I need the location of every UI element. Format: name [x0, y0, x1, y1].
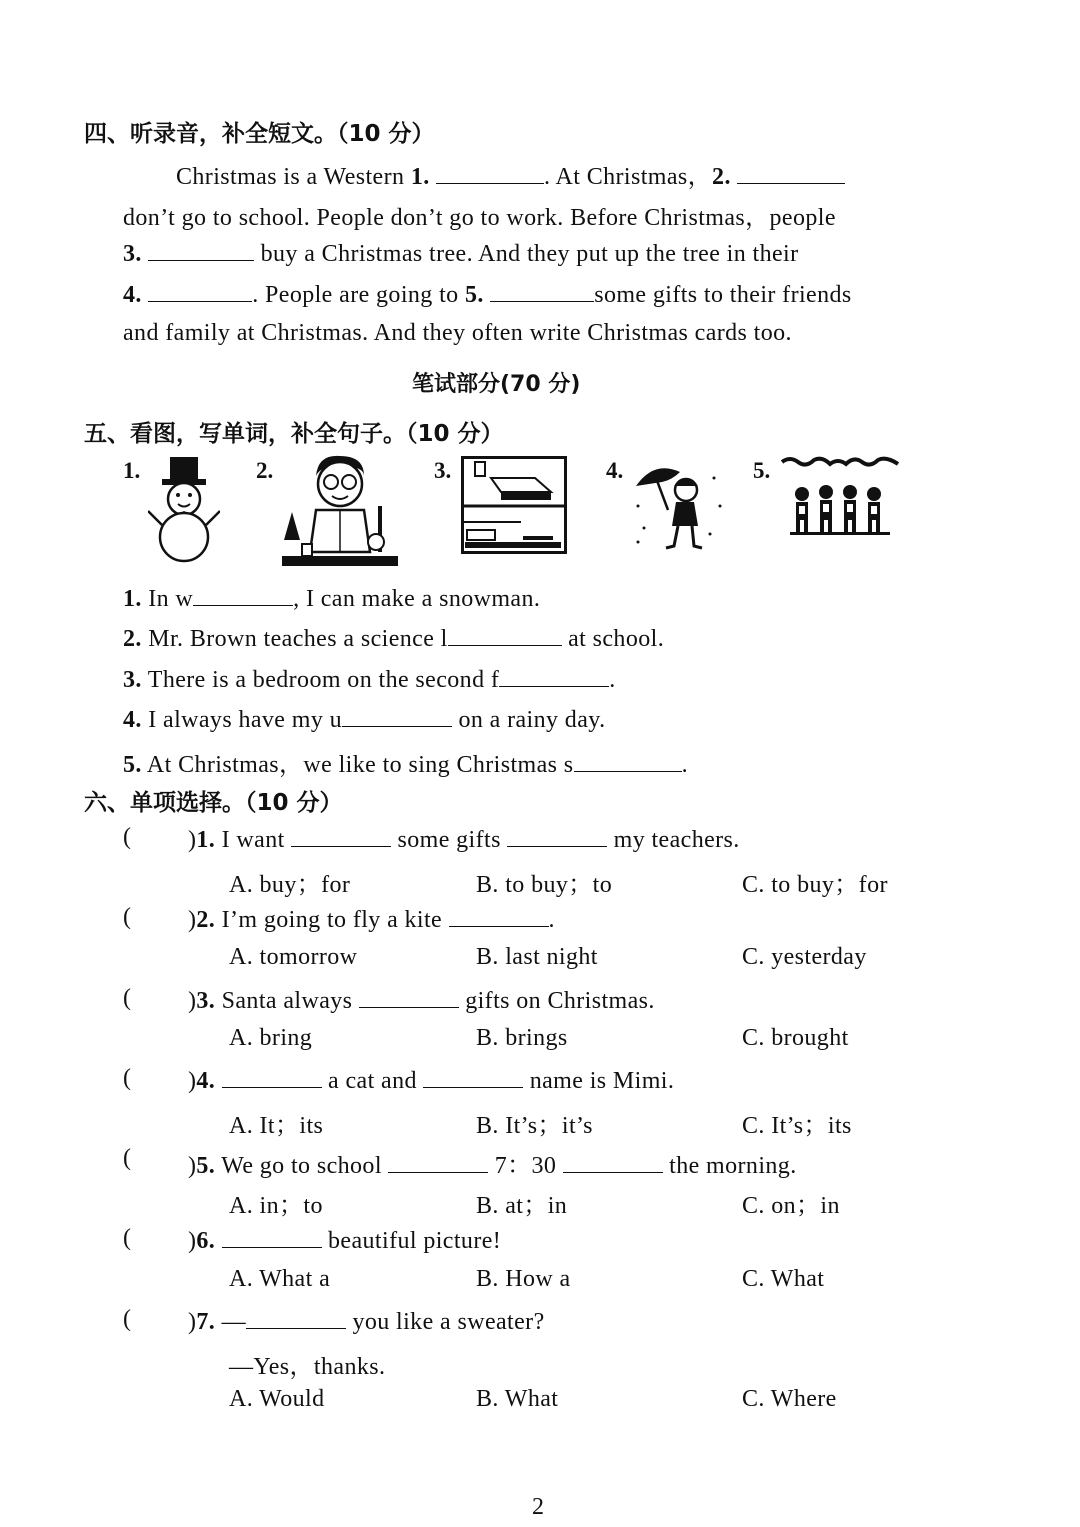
answer-blank[interactable]	[246, 1306, 346, 1329]
option-a[interactable]: A. buy；for	[229, 872, 351, 898]
answer-blank[interactable]	[737, 161, 845, 184]
option-a[interactable]: A. in；to	[229, 1193, 323, 1219]
question-number: 3.	[196, 988, 216, 1014]
answer-paren-open: (	[123, 824, 132, 850]
answer-blank[interactable]	[574, 749, 682, 772]
answer-paren-close: )	[188, 827, 197, 853]
question-number: 5.	[123, 752, 142, 778]
question-text: a cat and	[328, 1068, 417, 1094]
answer-blank[interactable]	[388, 1150, 488, 1173]
answer-blank[interactable]	[449, 904, 549, 927]
option-b[interactable]: B. to buy；to	[476, 872, 613, 898]
passage-line-2: don’t go to school. People don’t go to work. Before Christmas，people	[123, 205, 836, 231]
question-text: .	[548, 907, 555, 933]
option-b[interactable]: B. What	[476, 1386, 559, 1412]
question-number: 2.	[196, 907, 216, 933]
option-a[interactable]: A. Would	[229, 1386, 325, 1412]
question-text: some gifts	[397, 827, 501, 853]
science-teacher-icon	[280, 452, 400, 568]
option-c[interactable]: C. It’s；its	[742, 1113, 852, 1139]
answer-blank[interactable]	[436, 161, 544, 184]
question-text: gifts on Christmas.	[465, 988, 655, 1014]
answer-blank[interactable]	[499, 664, 609, 687]
blank-number: 1.	[410, 164, 430, 190]
passage-line-4	[123, 279, 852, 309]
question-text: Santa always	[221, 988, 353, 1014]
answer-blank[interactable]	[342, 704, 452, 727]
question-number: 7.	[196, 1309, 216, 1335]
picture-number: 1.	[123, 458, 141, 483]
sentence-text: At Christmas，we like to sing Christmas s	[146, 752, 574, 778]
option-c[interactable]: C. yesterday	[742, 944, 867, 970]
umbrella-girl-icon	[632, 458, 728, 554]
sentence-2	[123, 623, 664, 653]
picture-number: 5.	[753, 458, 771, 483]
sentence-1	[123, 583, 540, 613]
picture-number: 4.	[606, 458, 624, 483]
question-1	[188, 824, 740, 854]
answer-paren-close: )	[188, 1153, 197, 1179]
question-3	[188, 985, 655, 1015]
option-a[interactable]: A. What a	[229, 1266, 331, 1292]
sentence-5	[123, 744, 688, 779]
sentence-text: at school.	[568, 626, 665, 652]
question-text: beautiful picture!	[328, 1228, 502, 1254]
option-a[interactable]: A. It；its	[229, 1113, 324, 1139]
page-number: 2	[532, 1494, 544, 1520]
answer-blank[interactable]	[222, 1065, 322, 1088]
option-b[interactable]: B. How a	[476, 1266, 571, 1292]
written-part-title: 笔试部分(70 分)	[412, 372, 581, 397]
sentence-text: Mr. Brown teaches a science l	[148, 626, 448, 652]
answer-paren-open: (	[123, 1145, 132, 1171]
passage-text: some gifts to their friends	[594, 282, 852, 308]
option-c[interactable]: C. What	[742, 1266, 825, 1292]
question-7	[188, 1306, 545, 1336]
question-number: 5.	[196, 1153, 216, 1179]
question-text: We go to school	[221, 1153, 382, 1179]
answer-paren-open: (	[123, 1065, 132, 1091]
passage-line-3	[123, 238, 799, 268]
option-b[interactable]: B. at；in	[476, 1193, 568, 1219]
dialog-dash: —	[221, 1309, 247, 1335]
passage-text: . At Christmas，	[544, 164, 713, 190]
option-c[interactable]: C. on；in	[742, 1193, 840, 1219]
section5-title: 五、看图，写单词，补全句子。（10 分）	[84, 421, 504, 447]
option-a[interactable]: A. tomorrow	[229, 944, 358, 970]
picture-number: 2.	[256, 458, 274, 483]
question-number: 6.	[196, 1228, 216, 1254]
blank-number: 4.	[123, 282, 142, 308]
answer-paren-close: )	[188, 1309, 197, 1335]
option-b[interactable]: B. brings	[476, 1025, 568, 1051]
question-4	[188, 1065, 674, 1095]
answer-blank[interactable]	[507, 824, 607, 847]
answer-blank[interactable]	[563, 1150, 663, 1173]
option-b[interactable]: B. last night	[476, 944, 598, 970]
option-a[interactable]: A. bring	[229, 1025, 313, 1051]
sentence-text: In w	[148, 586, 194, 612]
sentence-text: .	[609, 667, 616, 693]
passage-text: Christmas is a Western	[176, 164, 405, 190]
option-b[interactable]: B. It’s；it’s	[476, 1113, 593, 1139]
answer-paren-close: )	[188, 1228, 197, 1254]
sentence-4	[123, 704, 606, 734]
blank-number: 2.	[712, 164, 731, 190]
answer-blank[interactable]	[148, 279, 252, 302]
section6-title: 六、单项选择。（10 分）	[84, 790, 343, 816]
option-c[interactable]: C. brought	[742, 1025, 849, 1051]
sentence-text: on a rainy day.	[458, 707, 606, 733]
answer-paren-close: )	[188, 907, 197, 933]
passage-text: buy a Christmas tree. And they put up the tree in their	[260, 241, 799, 267]
answer-paren-open: (	[123, 1225, 132, 1251]
sentence-text: .	[681, 752, 688, 778]
answer-paren-open: (	[123, 985, 132, 1011]
question-number: 2.	[123, 626, 142, 652]
answer-blank[interactable]	[448, 623, 562, 646]
question-text: name is Mimi.	[529, 1068, 675, 1094]
answer-paren-open: (	[123, 1306, 132, 1332]
question-text: 7：30	[494, 1153, 557, 1179]
question-2	[188, 904, 555, 934]
answer-blank[interactable]	[222, 1225, 322, 1248]
dialog-reply: —Yes，thanks.	[229, 1354, 386, 1380]
question-number: 4.	[123, 707, 142, 733]
answer-blank[interactable]	[193, 583, 293, 606]
passage-line-1	[176, 156, 845, 191]
answer-blank[interactable]	[148, 238, 254, 261]
section4-title: 四、听录音，补全短文。（10 分）	[84, 121, 435, 147]
question-text: I want	[221, 827, 285, 853]
question-text: you like a sweater?	[352, 1309, 545, 1335]
sentence-text: , I can make a snowman.	[293, 586, 541, 612]
sentence-3	[123, 664, 616, 694]
question-5	[188, 1145, 797, 1180]
passage-text: . People are going to	[252, 282, 459, 308]
floor-plan-icon	[461, 456, 567, 554]
answer-paren-open: (	[123, 904, 132, 930]
option-c[interactable]: C. to buy；for	[742, 872, 888, 898]
passage-line-5: and family at Christmas. And they often write Christmas cards too.	[123, 320, 792, 346]
question-text: I’m going to fly a kite	[221, 907, 443, 933]
question-text: my teachers.	[613, 827, 740, 853]
carol-singers-icon	[780, 456, 900, 538]
question-number: 3.	[123, 667, 142, 693]
picture-number: 3.	[434, 458, 452, 483]
question-number: 1.	[196, 827, 216, 853]
answer-blank[interactable]	[490, 279, 594, 302]
question-number: 4.	[196, 1068, 216, 1094]
question-number: 1.	[123, 586, 142, 612]
sentence-text: There is a bedroom on the second f	[147, 667, 500, 693]
question-6	[188, 1225, 501, 1255]
blank-number: 5.	[464, 282, 484, 308]
option-c[interactable]: C. Where	[742, 1386, 837, 1412]
answer-blank[interactable]	[291, 824, 391, 847]
answer-blank[interactable]	[359, 985, 459, 1008]
snowman-icon	[148, 455, 220, 563]
blank-number: 3.	[123, 241, 142, 267]
sentence-text: I always have my u	[148, 707, 343, 733]
answer-paren-close: )	[188, 1068, 197, 1094]
answer-paren-close: )	[188, 988, 197, 1014]
question-text: the morning.	[669, 1153, 797, 1179]
answer-blank[interactable]	[423, 1065, 523, 1088]
